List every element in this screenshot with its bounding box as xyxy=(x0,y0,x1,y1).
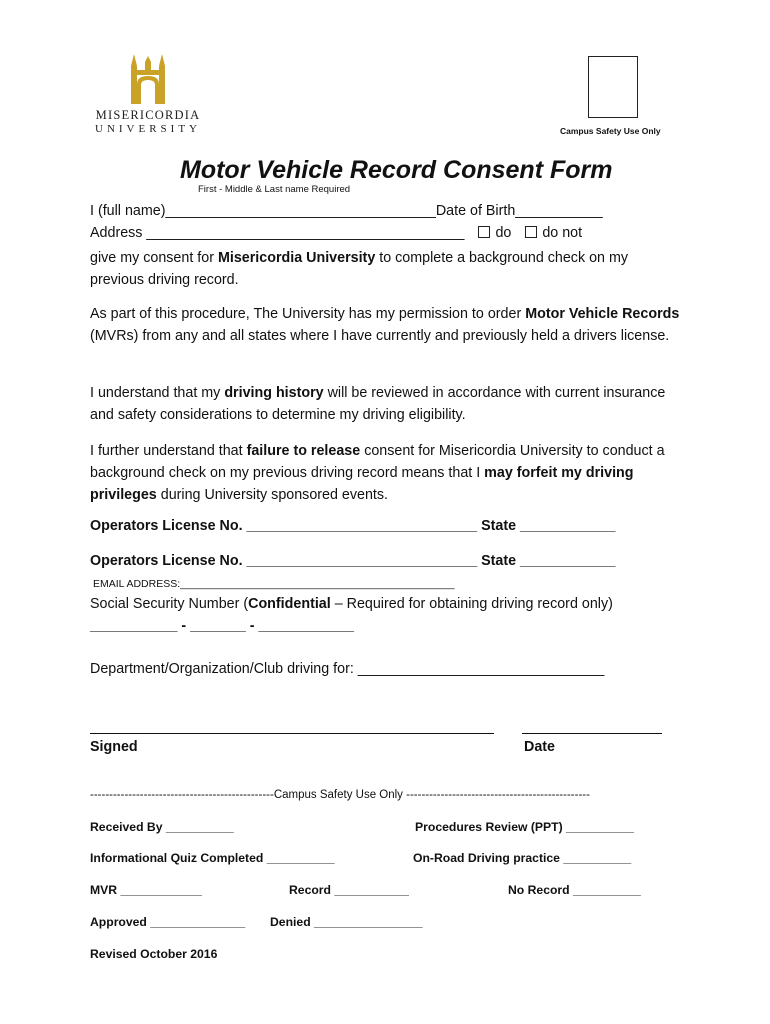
email-field[interactable]: EMAIL ADDRESS:_______________________________________________ xyxy=(93,578,455,590)
license-row-1[interactable]: Operators License No. _____________________________ State ____________ xyxy=(90,518,616,534)
no-record-field[interactable]: No Record __________ xyxy=(508,883,641,897)
full-name-field[interactable]: I (full name)__________________________________Date of Birth___________ xyxy=(90,203,603,219)
record-field[interactable]: Record ___________ xyxy=(289,883,409,897)
ssn-field[interactable]: ___________ - _______ - ____________ xyxy=(90,618,354,634)
signature-line[interactable] xyxy=(90,733,494,734)
do-not-label: do not xyxy=(542,225,583,241)
form-title: Motor Vehicle Record Consent Form xyxy=(180,156,613,184)
do-checkbox[interactable] xyxy=(478,226,490,238)
procedure-paragraph: As part of this procedure, The University has my permission to order Motor Vehicle Records (MVRs) from any and all states where I have currently and previously held a drivers license. xyxy=(90,306,680,344)
signed-label: Signed xyxy=(90,739,138,755)
ssn-label: Social Security Number (Confidential – Required for obtaining driving record only) xyxy=(90,596,613,612)
photo-box xyxy=(588,56,638,118)
logo-line-1: MISERICORDIA xyxy=(95,108,201,122)
mvr-field[interactable]: MVR ____________ xyxy=(90,883,202,897)
address-row xyxy=(90,225,582,241)
consent-paragraph: give my consent for Misericordia University to complete a background check on my previous driving record. xyxy=(90,250,628,288)
chapel-icon xyxy=(128,52,168,104)
revised-date: Revised October 2016 xyxy=(90,947,218,961)
date-line[interactable] xyxy=(522,733,662,734)
address-field[interactable]: Address ________________________________________ xyxy=(90,225,465,241)
do-label: do xyxy=(495,225,512,241)
on-road-practice-field[interactable]: On-Road Driving practice __________ xyxy=(413,851,632,865)
do-not-checkbox[interactable] xyxy=(525,226,537,238)
quiz-completed-field[interactable]: Informational Quiz Completed __________ xyxy=(90,851,335,865)
received-by-field[interactable]: Received By __________ xyxy=(90,820,234,834)
department-field[interactable]: Department/Organization/Club driving for: _______________________________ xyxy=(90,661,605,677)
procedures-review-field[interactable]: Procedures Review (PPT) __________ xyxy=(415,820,634,834)
denied-field[interactable]: Denied ________________ xyxy=(270,915,423,929)
logo-line-2: UNIVERSITY xyxy=(95,123,201,135)
approved-field[interactable]: Approved ______________ xyxy=(90,915,246,929)
campus-safety-divider: ------------------------------------------------Campus Safety Use Only ------------------------------------------------ xyxy=(90,789,590,801)
name-requirement-note: First - Middle & Last name Required xyxy=(198,184,351,195)
university-logo xyxy=(88,52,208,135)
campus-safety-label: Campus Safety Use Only xyxy=(560,126,661,136)
license-row-2[interactable]: Operators License No. _____________________________ State ____________ xyxy=(90,553,616,569)
release-paragraph: I further understand that failure to release consent for Misericordia University to conduct a background check on my previous driving record means that I may forfeit my driving privileges during University sponsored events. xyxy=(90,443,665,503)
date-label: Date xyxy=(524,739,555,755)
driving-history-paragraph: I understand that my driving history will be reviewed in accordance with current insurance and safety considerations to determine my driving eligibility. xyxy=(90,385,666,423)
